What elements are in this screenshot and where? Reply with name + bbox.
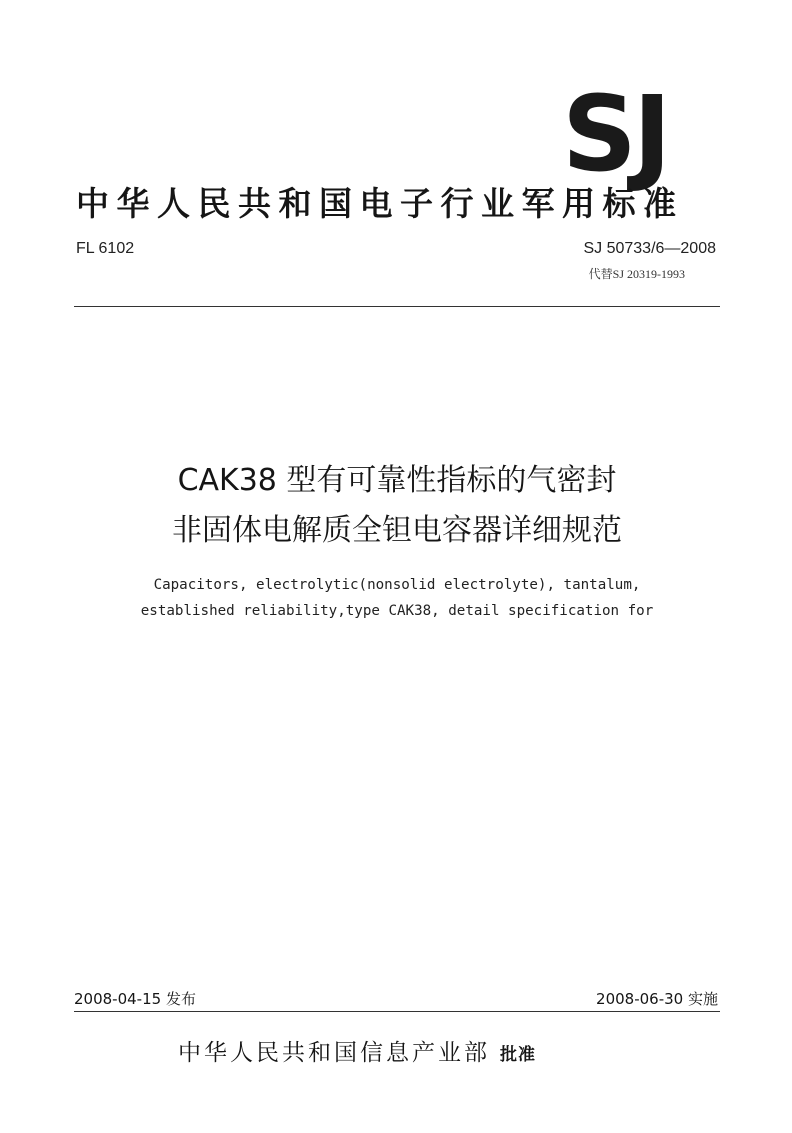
issuer-name: 中华人民共和国信息产业部 xyxy=(178,1040,490,1066)
english-title-line-2: established reliability,type CAK38, detail specification for xyxy=(140,603,654,619)
english-title-line-1: Capacitors, electrolytic(nonsolid electrolyte), tantalum, xyxy=(153,577,641,593)
standard-category-title: 中华人民共和国电子行业军用标准 xyxy=(76,184,684,223)
replaces-note: 代替SJ 20319-1993 xyxy=(588,267,685,281)
approve-label: 批准 xyxy=(500,1045,536,1065)
issue-date: 2008-04-15 发布 xyxy=(74,990,196,1008)
implementation-date: 2008-06-30 实施 xyxy=(596,990,718,1008)
chinese-title-line-1: CAK38 型有可靠性指标的气密封 xyxy=(177,463,617,498)
standard-number: SJ 50733/6—2008 xyxy=(583,240,716,257)
chinese-title-line-2: 非固体电解质全钽电容器详细规范 xyxy=(172,513,622,548)
footer-divider xyxy=(74,1011,720,1012)
classification-code: FL 6102 xyxy=(76,240,135,257)
header-divider xyxy=(74,306,720,307)
issuer-line xyxy=(178,1034,536,1067)
sj-logo: SJ xyxy=(562,73,668,195)
